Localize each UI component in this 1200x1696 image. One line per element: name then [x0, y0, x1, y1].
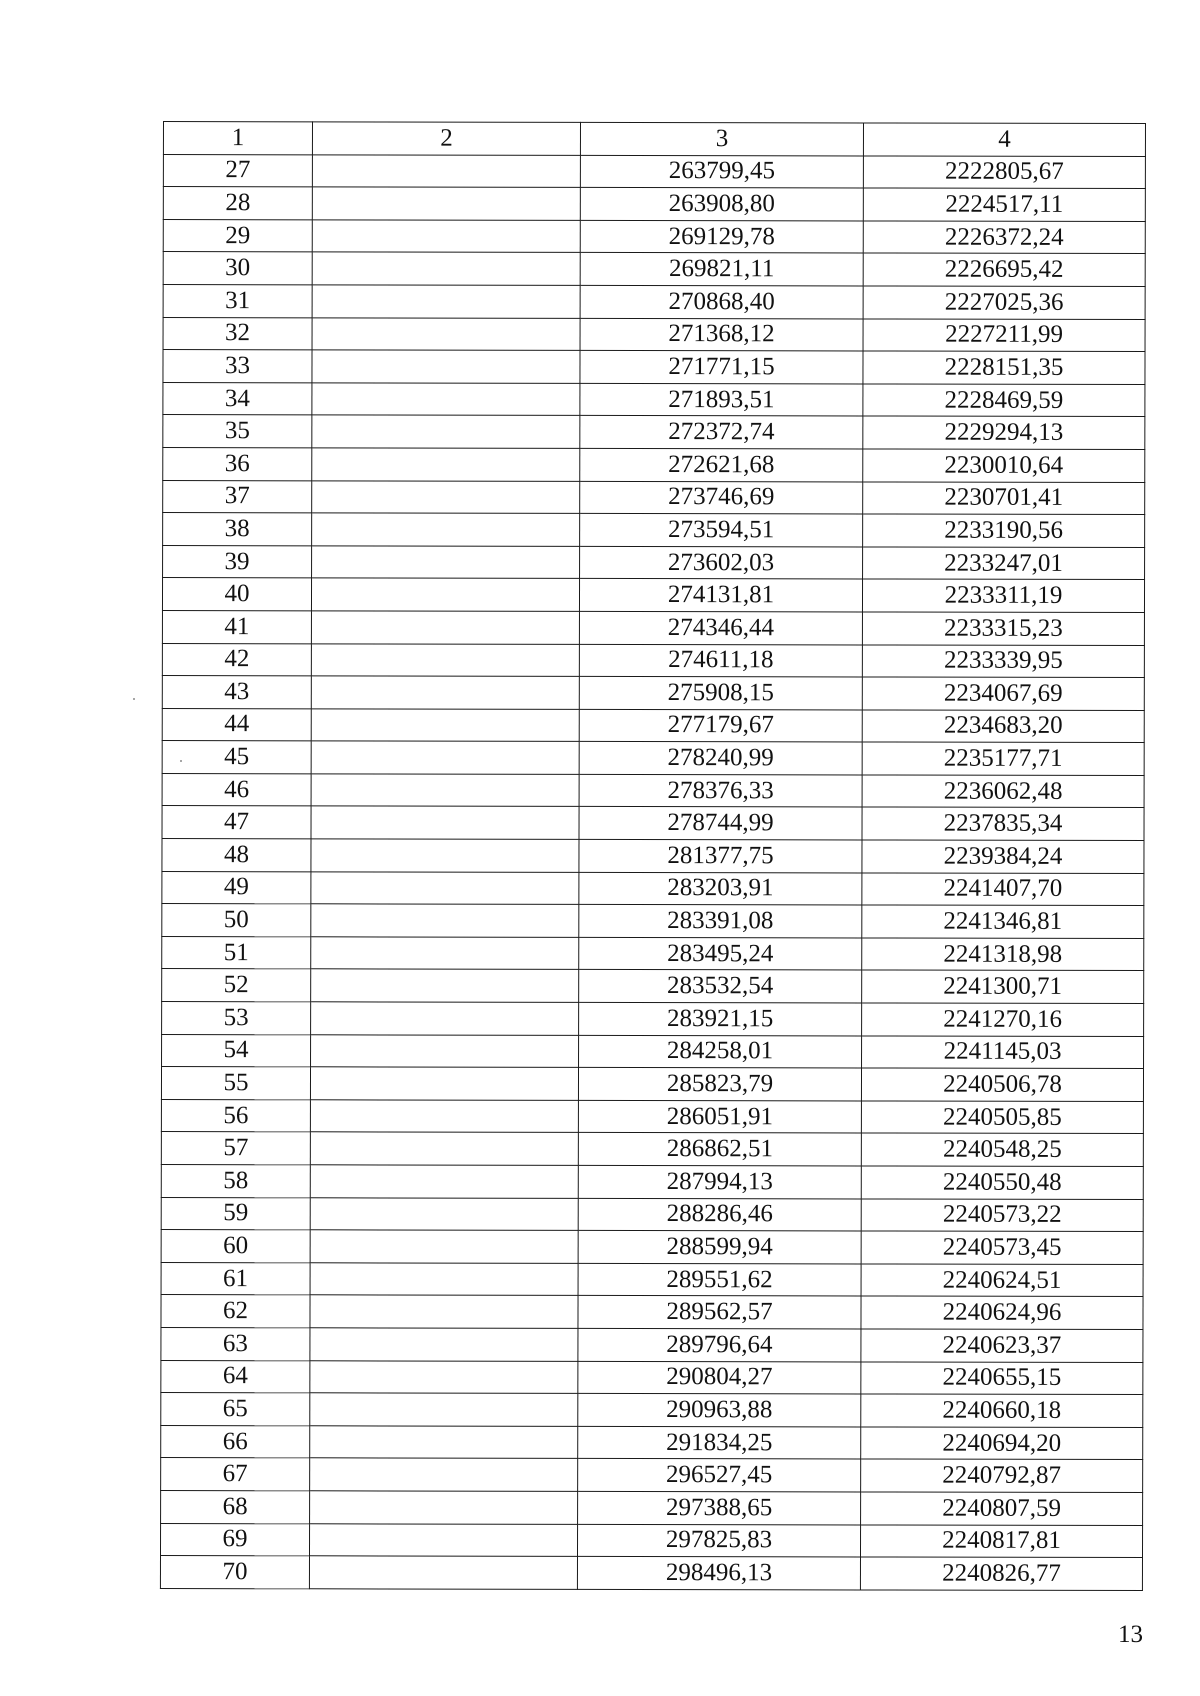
row-number-cell: 59 [161, 1197, 310, 1230]
row-number-cell: 51 [162, 936, 311, 969]
table-body [160, 154, 1145, 1590]
scan-speck [180, 760, 182, 762]
coordinate-y-cell: 2237835,34 [862, 807, 1144, 840]
table-row [163, 219, 1145, 254]
coordinate-x-cell: 272621,68 [580, 448, 863, 481]
empty-cell [310, 1458, 578, 1491]
coordinate-y-cell: 2226372,24 [863, 221, 1145, 254]
coordinate-x-cell: 283203,91 [579, 872, 862, 905]
table-row [161, 1425, 1143, 1460]
empty-cell [311, 969, 579, 1002]
empty-cell [310, 1132, 578, 1165]
empty-cell [311, 871, 579, 904]
coordinate-x-cell: 270868,40 [580, 285, 863, 318]
coordinate-x-cell: 269129,78 [580, 220, 863, 253]
table-row [163, 350, 1145, 385]
coordinate-x-cell: 274131,81 [579, 579, 862, 612]
row-number-cell: 63 [161, 1327, 310, 1360]
empty-cell [312, 220, 580, 253]
table-row [162, 969, 1144, 1004]
empty-cell [312, 546, 580, 579]
table-row [161, 1067, 1143, 1102]
row-number-cell: 28 [163, 187, 312, 220]
row-number-cell: 57 [161, 1132, 310, 1165]
coordinate-x-cell: 283495,24 [579, 937, 862, 970]
empty-cell [310, 1100, 578, 1133]
empty-cell [312, 448, 580, 481]
row-number-cell: 50 [162, 904, 311, 937]
empty-cell [311, 1002, 579, 1035]
coordinate-y-cell: 2240573,22 [861, 1199, 1143, 1232]
row-number-cell: 69 [160, 1523, 309, 1556]
coordinate-y-cell: 2240550,48 [861, 1166, 1143, 1199]
table-row [162, 578, 1144, 613]
table-row [161, 1132, 1143, 1167]
empty-cell [310, 1165, 578, 1198]
coordinate-x-cell: 273594,51 [580, 513, 863, 546]
coordinate-y-cell: 2241407,70 [862, 873, 1144, 906]
empty-cell [312, 415, 580, 448]
table-row [163, 513, 1145, 548]
coordinate-x-cell: 283532,54 [579, 970, 862, 1003]
column-header-4: 4 [863, 123, 1145, 156]
coordinate-y-cell: 2226695,42 [863, 253, 1145, 286]
coordinate-y-cell: 2233247,01 [863, 547, 1145, 580]
header-row [163, 122, 1145, 157]
table-row [162, 936, 1144, 971]
empty-cell [312, 285, 580, 318]
coordinate-y-cell: 2229294,13 [863, 416, 1145, 449]
coordinate-y-cell: 2241318,98 [862, 938, 1144, 971]
row-number-cell: 48 [162, 839, 311, 872]
coordinate-y-cell: 2240624,96 [861, 1296, 1143, 1329]
coordinate-x-cell: 286862,51 [578, 1133, 861, 1166]
coordinate-y-cell: 2233339,95 [862, 644, 1144, 677]
empty-cell [311, 741, 579, 774]
coordinate-x-cell: 291834,25 [578, 1426, 861, 1459]
table-row [161, 1262, 1143, 1297]
coordinate-y-cell: 2233311,19 [862, 579, 1144, 612]
empty-cell [312, 383, 580, 416]
coordinate-x-cell: 290804,27 [578, 1361, 861, 1394]
table-row [163, 284, 1145, 319]
coordinate-x-cell: 271893,51 [580, 383, 863, 416]
table-row [161, 1327, 1143, 1362]
table-row [162, 708, 1144, 743]
row-number-cell: 55 [161, 1067, 310, 1100]
empty-cell [310, 1491, 578, 1524]
coordinate-x-cell: 284258,01 [579, 1035, 862, 1068]
empty-cell [311, 1034, 579, 1067]
table-row [163, 252, 1145, 287]
column-header-2: 2 [312, 122, 580, 155]
coordinate-y-cell: 2234683,20 [862, 710, 1144, 743]
table-row [162, 741, 1144, 776]
coordinate-y-cell: 2227025,36 [863, 286, 1145, 319]
coordinate-x-cell: 274611,18 [579, 644, 862, 677]
coordinate-x-cell: 273746,69 [580, 481, 863, 514]
row-number-cell: 31 [163, 284, 312, 317]
empty-cell [311, 839, 579, 872]
coordinate-y-cell: 2240792,87 [861, 1459, 1143, 1492]
empty-cell [312, 513, 580, 546]
row-number-cell: 27 [163, 154, 312, 187]
row-number-cell: 35 [163, 415, 312, 448]
row-number-cell: 36 [163, 447, 312, 480]
coordinate-y-cell: 2230701,41 [863, 481, 1145, 514]
coordinates-table [160, 121, 1146, 1591]
coordinate-x-cell: 289562,57 [578, 1296, 861, 1329]
coordinate-y-cell: 2233190,56 [863, 514, 1145, 547]
row-number-cell: 53 [162, 1002, 311, 1035]
row-number-cell: 40 [162, 578, 311, 611]
table-header [163, 122, 1145, 157]
coordinate-x-cell: 290963,88 [578, 1394, 861, 1427]
coordinate-y-cell: 2241270,16 [862, 1003, 1144, 1036]
coordinate-x-cell: 269821,11 [580, 253, 863, 286]
table-row [161, 1099, 1143, 1134]
empty-cell [311, 578, 579, 611]
coordinate-x-cell: 289796,64 [578, 1328, 861, 1361]
row-number-cell: 42 [162, 643, 311, 676]
coordinate-x-cell: 277179,67 [579, 709, 862, 742]
coordinate-x-cell: 278744,99 [579, 807, 862, 840]
table-row [163, 382, 1145, 417]
coordinate-y-cell: 2222805,67 [863, 156, 1145, 189]
coordinate-y-cell: 2241145,03 [862, 1036, 1144, 1069]
coordinate-y-cell: 2240548,25 [861, 1133, 1143, 1166]
table-row [162, 1002, 1144, 1037]
row-number-cell: 56 [161, 1099, 310, 1132]
table-row [162, 643, 1144, 678]
coordinate-y-cell: 2241346,81 [862, 905, 1144, 938]
row-number-cell: 49 [162, 871, 311, 904]
empty-cell [310, 1426, 578, 1459]
empty-cell [311, 937, 579, 970]
empty-cell [312, 154, 580, 187]
empty-cell [312, 480, 580, 513]
table-row [162, 610, 1144, 645]
coordinate-y-cell: 2240505,85 [861, 1101, 1143, 1134]
coordinate-y-cell: 2224517,11 [863, 188, 1145, 221]
coordinate-x-cell: 271771,15 [580, 351, 863, 384]
table-row [162, 676, 1144, 711]
table-row [162, 839, 1144, 874]
empty-cell [311, 611, 579, 644]
coordinate-x-cell: 263799,45 [580, 155, 863, 188]
table-row [161, 1490, 1143, 1525]
coordinate-x-cell: 278376,33 [579, 774, 862, 807]
row-number-cell: 37 [163, 480, 312, 513]
table-row [163, 480, 1145, 515]
empty-cell [312, 317, 580, 350]
column-header-3: 3 [580, 122, 863, 155]
table-row [161, 1295, 1143, 1330]
coordinate-x-cell: 297388,65 [578, 1491, 861, 1524]
row-number-cell: 39 [163, 545, 312, 578]
empty-cell [312, 187, 580, 220]
coordinate-x-cell: 271368,12 [580, 318, 863, 351]
coordinate-y-cell: 2228469,59 [863, 384, 1145, 417]
row-number-cell: 70 [160, 1556, 309, 1589]
row-number-cell: 68 [161, 1490, 310, 1523]
empty-cell [311, 643, 579, 676]
table-row [162, 806, 1144, 841]
row-number-cell: 66 [161, 1425, 310, 1458]
coordinate-x-cell: 263908,80 [580, 188, 863, 221]
coordinate-x-cell: 273602,03 [580, 546, 863, 579]
empty-cell [310, 1295, 578, 1328]
table-row [163, 415, 1145, 450]
coordinate-x-cell: 298496,13 [577, 1556, 860, 1589]
coordinate-x-cell: 288286,46 [578, 1198, 861, 1231]
coordinate-y-cell: 2227211,99 [863, 319, 1145, 352]
empty-cell [310, 1230, 578, 1263]
row-number-cell: 65 [161, 1393, 310, 1426]
coordinate-y-cell: 2240623,37 [861, 1329, 1143, 1362]
table-row [163, 187, 1145, 222]
row-number-cell: 33 [163, 350, 312, 383]
empty-cell [310, 1067, 578, 1100]
scan-speck [133, 698, 135, 700]
page-number: 13 [1118, 1621, 1143, 1648]
coordinate-x-cell: 274346,44 [579, 611, 862, 644]
empty-cell [311, 676, 579, 709]
row-number-cell: 41 [162, 610, 311, 643]
row-number-cell: 54 [162, 1034, 311, 1067]
coordinate-x-cell: 278240,99 [579, 742, 862, 775]
empty-cell [311, 904, 579, 937]
empty-cell [310, 1263, 578, 1296]
table-row [163, 317, 1145, 352]
coordinate-y-cell: 2240694,20 [861, 1427, 1143, 1460]
empty-cell [310, 1393, 578, 1426]
table-row [163, 154, 1145, 189]
row-number-cell: 32 [163, 317, 312, 350]
coordinate-x-cell: 286051,91 [578, 1100, 861, 1133]
coordinate-x-cell: 285823,79 [578, 1068, 861, 1101]
row-number-cell: 34 [163, 382, 312, 415]
row-number-cell: 60 [161, 1230, 310, 1263]
coordinate-y-cell: 2240826,77 [860, 1557, 1142, 1590]
empty-cell [311, 708, 579, 741]
table-row [162, 1034, 1144, 1069]
coordinate-y-cell: 2236062,48 [862, 775, 1144, 808]
table-row [162, 871, 1144, 906]
row-number-cell: 67 [161, 1458, 310, 1491]
coordinate-y-cell: 2240807,59 [861, 1492, 1143, 1525]
coordinate-y-cell: 2240573,45 [861, 1231, 1143, 1264]
coordinate-y-cell: 2240655,15 [861, 1362, 1143, 1395]
coordinate-x-cell: 272372,74 [580, 416, 863, 449]
row-number-cell: 30 [163, 252, 312, 285]
empty-cell [311, 774, 579, 807]
empty-cell [312, 252, 580, 285]
coordinate-y-cell: 2234067,69 [862, 677, 1144, 710]
row-number-cell: 58 [161, 1164, 310, 1197]
empty-cell [310, 1328, 578, 1361]
empty-cell [311, 806, 579, 839]
row-number-cell: 45 [162, 741, 311, 774]
table-row [161, 1164, 1143, 1199]
coordinate-x-cell: 296527,45 [578, 1459, 861, 1492]
table-row [161, 1360, 1143, 1395]
coordinate-x-cell: 289551,62 [578, 1263, 861, 1296]
empty-cell [309, 1556, 577, 1589]
coordinate-x-cell: 283921,15 [579, 1002, 862, 1035]
row-number-cell: 61 [161, 1262, 310, 1295]
coordinate-y-cell: 2228151,35 [863, 351, 1145, 384]
row-number-cell: 38 [163, 513, 312, 546]
table-row [163, 447, 1145, 482]
coordinate-x-cell: 281377,75 [579, 839, 862, 872]
empty-cell [309, 1523, 577, 1556]
row-number-cell: 46 [162, 773, 311, 806]
table-row [161, 1393, 1143, 1428]
row-number-cell: 62 [161, 1295, 310, 1328]
table-row [160, 1523, 1142, 1558]
coordinate-y-cell: 2240624,51 [861, 1264, 1143, 1297]
coordinate-y-cell: 2233315,23 [862, 612, 1144, 645]
table-row [161, 1458, 1143, 1493]
table-row [160, 1556, 1142, 1591]
empty-cell [310, 1197, 578, 1230]
coordinate-x-cell: 283391,08 [579, 905, 862, 938]
coordinate-y-cell: 2230010,64 [863, 449, 1145, 482]
empty-cell [310, 1360, 578, 1393]
row-number-cell: 47 [162, 806, 311, 839]
coordinate-y-cell: 2235177,71 [862, 742, 1144, 775]
table-row [161, 1197, 1143, 1232]
coordinate-y-cell: 2241300,71 [862, 970, 1144, 1003]
empty-cell [312, 350, 580, 383]
coordinate-y-cell: 2239384,24 [862, 840, 1144, 873]
coordinate-x-cell: 275908,15 [579, 676, 862, 709]
coordinate-x-cell: 297825,83 [577, 1524, 860, 1557]
row-number-cell: 52 [162, 969, 311, 1002]
row-number-cell: 44 [162, 708, 311, 741]
row-number-cell: 64 [161, 1360, 310, 1393]
column-header-1: 1 [163, 122, 312, 155]
row-number-cell: 29 [163, 219, 312, 252]
coordinate-x-cell: 288599,94 [578, 1231, 861, 1264]
coordinate-y-cell: 2240660,18 [861, 1394, 1143, 1427]
table-row [161, 1230, 1143, 1265]
coordinate-y-cell: 2240817,81 [860, 1524, 1142, 1557]
coordinate-x-cell: 287994,13 [578, 1165, 861, 1198]
table-row [163, 545, 1145, 580]
table-row [162, 904, 1144, 939]
coordinate-y-cell: 2240506,78 [861, 1068, 1143, 1101]
table-row [162, 773, 1144, 808]
row-number-cell: 43 [162, 676, 311, 709]
